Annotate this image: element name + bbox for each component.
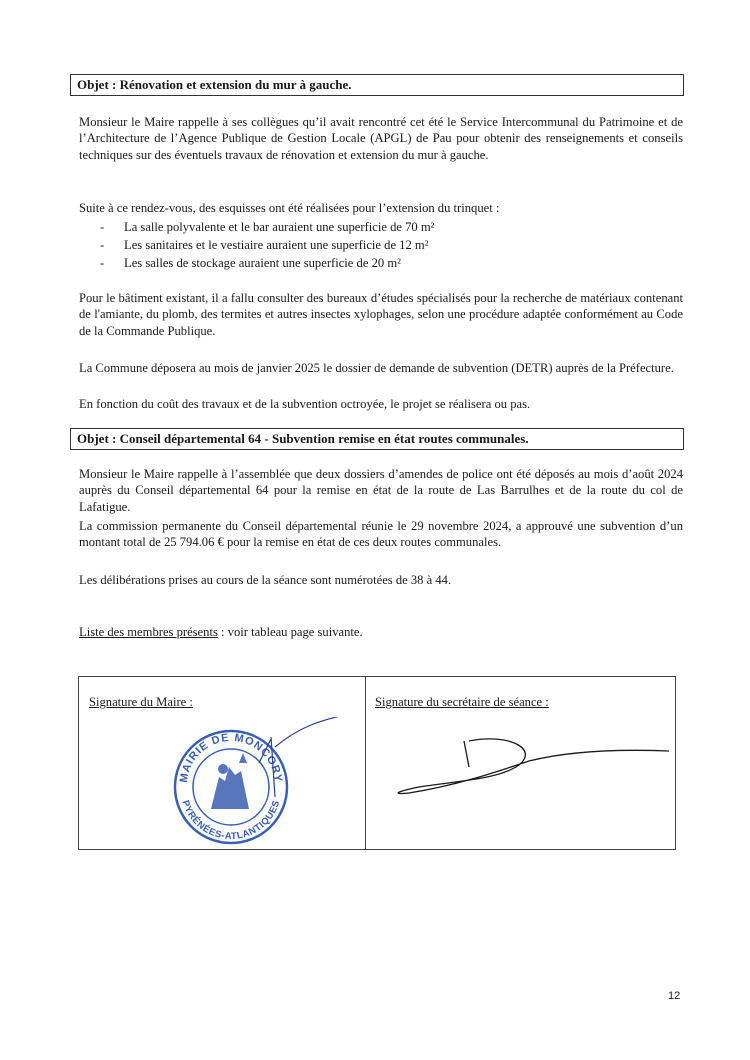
paragraph-esquisses: Suite à ce rendez-vous, des esquisses ont été réalisées pour l’extension du trinquet : bbox=[79, 201, 500, 215]
secretaire-signature bbox=[379, 721, 669, 811]
superficie-list bbox=[100, 218, 680, 272]
section-title-conseil-departemental: Objet : Conseil départemental 64 - Subvention remise en état routes communales. bbox=[70, 428, 684, 450]
paragraph-deliberations: Les délibérations prises au cours de la séance sont numérotées de 38 à 44. bbox=[79, 573, 452, 587]
stamp-bottom-text: PYRÉNÉES-ATLANTIQUES bbox=[179, 798, 283, 843]
paragraph-cout-travaux: En fonction du coût des travaux et de la subvention octroyée, le projet se réalisera ou pas. bbox=[79, 397, 531, 411]
members-list-label: Liste des membres présents bbox=[79, 625, 218, 639]
page-number: 12 bbox=[668, 990, 681, 1002]
members-line bbox=[79, 624, 683, 640]
list-item: - La salle polyvalente et le bar auraient une superficie de 70 m² bbox=[100, 218, 680, 236]
paragraph-detr: La Commune déposera au mois de janvier 2025 le dossier de demande de subvention (DETR) auprès de la Préfecture. bbox=[79, 361, 674, 375]
paragraph-renovation-intro: Monsieur le Maire rappelle à ses collègues qu’il avait rencontré cet été le Service Intercommunal du Patrimoine et de l’Architecture de l’Agence Publique de Gestion Locale (APGL) de Pau pour obtenir des renseignements et conseils techniques sur des éventuels travaux de rénovation et extension du mur à gauche. bbox=[79, 115, 683, 162]
paragraph-batiment-existant: Pour le bâtiment existant, il a fallu consulter des bureaux d’études spécialisés pour la recherche de matériaux contenant de l'amiante, du plomb, des termites et autres insectes xylophages, selon une procédure adaptée conformément au Code de la Commande Publique. bbox=[79, 291, 683, 338]
stamp-top-text: MAIRIE DE MONCORY bbox=[177, 731, 285, 784]
signature-divider bbox=[365, 677, 366, 849]
paragraph-commission-permanente: La commission permanente du Conseil départemental réunie le 29 novembre 2024, a approuvé une subvention d’un montant total de 25 794.06 € pour la remise en état de ces deux routes communales. bbox=[79, 519, 683, 550]
paragraph-amendes-police: Monsieur le Maire rappelle à l’assemblée que deux dossiers d’amendes de police ont été déposés au mois d’août 2024 auprès du Conseil départemental 64 pour la remise en état de la route de Las Barrulhes et de la route du col de Lafatigue. bbox=[79, 467, 683, 514]
members-list-text: : voir tableau page suivante. bbox=[217, 625, 363, 639]
list-item: - Les salles de stockage auraient une superficie de 20 m² bbox=[100, 254, 680, 272]
section-title-renovation: Objet : Rénovation et extension du mur à gauche. bbox=[70, 74, 684, 96]
mairie-stamp bbox=[159, 717, 349, 847]
maire-signature-label: Signature du Maire : bbox=[89, 695, 193, 709]
secretaire-signature-label: Signature du secrétaire de séance : bbox=[375, 695, 549, 709]
list-item: - Les sanitaires et le vestiaire auraient une superficie de 12 m² bbox=[100, 236, 680, 254]
signature-table bbox=[78, 676, 676, 850]
